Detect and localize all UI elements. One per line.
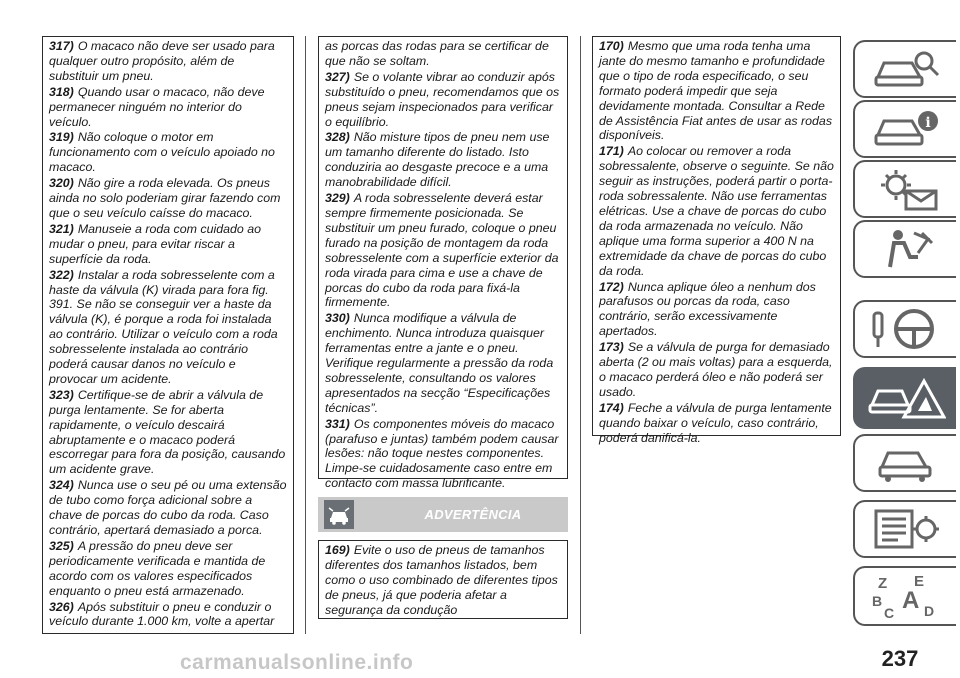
- car-accident-warning-icon: [866, 375, 946, 421]
- warning-title: ADVERTÊNCIA: [424, 507, 522, 522]
- note-text: Manuseie a roda com cuidado ao mudar o pneu, para evitar riscar a superfície da roda.: [49, 221, 262, 266]
- index-letter: C: [883, 605, 894, 620]
- note-number: 317): [49, 39, 74, 53]
- tab-info[interactable]: [853, 100, 956, 158]
- note-item: [325, 191, 561, 310]
- note-text: Certifique-se de abrir a válvula de purga lentamente. Se for aberta rapidamente, o veículo descairá abruptamente e o macaco poderá escorregar para fora da posição, causando um acidente grave.: [49, 387, 286, 477]
- note-text: Nunca modifique a válvula de enchimento. Nunca introduza quaisquer ferramentas entre a jante e o pneu. Verifique regularmente a pressão da roda sobresselente, consultando os valores apresentados na secção “Especificações técnicas”.: [325, 311, 554, 415]
- tab-index[interactable]: [853, 566, 956, 626]
- watermark-footer: carmanualsonline.info: [180, 651, 414, 674]
- warning-header: [318, 497, 568, 532]
- note-text: Se a válvula de purga for demasiado aberta (2 ou mais voltas) para a esquerda, o macaco perderá óleo e não poderá ser usado.: [599, 340, 833, 399]
- note-item: [325, 417, 561, 492]
- car-search-icon: [868, 47, 944, 91]
- tab-maintenance[interactable]: [853, 434, 956, 492]
- note-number: 322): [49, 267, 74, 282]
- note-number: 328): [325, 130, 350, 145]
- tab-knowing-car[interactable]: [853, 40, 956, 98]
- note-text: Nunca aplique óleo a nenhum dos parafusos ou porcas da roda, caso contrário, serão excessivamente apertados.: [599, 279, 816, 339]
- note-text: Não gire a roda elevada. Os pneus ainda no solo poderiam girar fazendo com que o seu veículo caísse do macaco.: [49, 176, 281, 220]
- note-item: [325, 39, 561, 69]
- index-letter: D: [923, 603, 934, 619]
- car-info-icon: [868, 107, 944, 151]
- svg-text:i: i: [924, 115, 931, 131]
- column-divider-1: [305, 36, 306, 634]
- specs-list-icon: [868, 507, 944, 551]
- note-item: [49, 222, 287, 267]
- notes-column-2: [318, 36, 568, 491]
- note-text: as porcas das rodas para se certificar de que não se soltam.: [325, 39, 549, 68]
- note-text: Mesmo que uma roda tenha uma jante do mesmo tamanho e profundidade que o tipo de roda especificado, o seu formato poderá impedir que seja devidamente montada. Consultar a Rede de Assistência Fiat antes de usar as rodas disponíveis.: [599, 39, 833, 143]
- note-number: 327): [325, 69, 350, 84]
- note-number: 329): [325, 191, 350, 206]
- index-letter: Z: [877, 575, 887, 592]
- note-item: [49, 600, 287, 630]
- note-text: Após substituir o pneu e conduzir o veículo durante 1.000 km, volte a apertar: [49, 599, 275, 629]
- note-text: Os componentes móveis do macaco (parafuso e juntas) também podem causar lesões: não toque nestes componentes. Limpe-se cuidadosamente caso entre em contacto com massa lubrificante.: [325, 416, 559, 491]
- notes-list-3: [599, 39, 834, 445]
- note-text: Evite o uso de pneus de tamanhos diferentes dos tamanhos listados, bem como o uso combinado de diferentes tipos de pneus, já que poderia afetar a segurança da condução: [325, 543, 558, 617]
- note-number: 170): [599, 39, 624, 53]
- note-number: 172): [599, 279, 624, 294]
- tab-emergency[interactable]: [853, 367, 956, 429]
- note-number: 320): [49, 176, 74, 191]
- note-item: [599, 39, 834, 143]
- note-item: [599, 144, 834, 278]
- note-number: 330): [325, 311, 350, 326]
- column-divider-2: [580, 36, 581, 634]
- note-item: [49, 85, 287, 130]
- note-number: 331): [325, 416, 350, 431]
- warning-body: [318, 540, 568, 619]
- note-item: [49, 478, 287, 538]
- note-item: [599, 280, 834, 340]
- notes-list-1: [49, 39, 287, 629]
- note-number: 326): [49, 599, 74, 614]
- note-text: Quando usar o macaco, não deve permanecer ninguém no interior do veículo.: [49, 84, 265, 129]
- note-text: Se o volante vibrar ao conduzir após substituído o pneu, recomendamos que os pneus sejam inspecionados para verificar o equilíbrio.: [325, 69, 560, 129]
- index-letter: A: [901, 587, 919, 614]
- airbag-safety-icon: [868, 227, 944, 271]
- note-number: 174): [599, 400, 624, 415]
- page-number: 237: [881, 646, 919, 671]
- note-item: [325, 130, 561, 190]
- notes-column-1: [42, 36, 294, 634]
- alphabet-index-icon: [868, 572, 944, 620]
- note-item: [49, 39, 287, 84]
- car-warning-icon: [324, 500, 354, 529]
- warning-lights-icon: [868, 167, 944, 211]
- note-item: [325, 311, 561, 415]
- note-item: [49, 539, 287, 599]
- note-text: Ao colocar ou remover a roda sobressalente, observe o seguinte. Se não seguir as instruções, poderá partir o porta-roda sobressalente. Não use ferramentas elétricas. Use a chave de porcas do cubo da roda armazenada no veículo. Não aplique uma forma superior a 400 N na extremidade da chave de porcas do cubo da roda.: [599, 144, 834, 278]
- note-text: Feche a válvula de purga lentamente quando baixar o veículo, caso contrário, poderá danificá-la.: [599, 400, 832, 445]
- note-number: 325): [49, 538, 74, 553]
- note-item: [49, 388, 287, 477]
- notes-list-2: [325, 39, 561, 491]
- note-item: [599, 401, 834, 446]
- note-item: [325, 70, 561, 130]
- note-number: 171): [599, 144, 624, 159]
- tab-safety[interactable]: [853, 220, 956, 278]
- tab-warning-lights[interactable]: [853, 160, 956, 218]
- note-item: [599, 340, 834, 400]
- note-text: A roda sobresselente deverá estar sempre firmemente posicionada. Se substituir um pneu furado, coloque o pneu furado na posição de montagem da roda sobresselente com a superfície exterior da roda virada para cima e use a chave de porcas do cubo da roda para fixá-la firmemente.: [325, 191, 559, 310]
- notes-column-3: [592, 36, 841, 445]
- note-item: [49, 130, 287, 175]
- note-number: 173): [599, 340, 624, 355]
- index-letter: E: [913, 573, 924, 590]
- note-number: 321): [49, 221, 74, 236]
- note-text: Não coloque o motor em funcionamento com o veículo apoiado no macaco.: [49, 130, 275, 175]
- note-number: 318): [49, 84, 74, 99]
- note-item: [49, 176, 287, 221]
- note-text: Instalar a roda sobresselente com a haste da válvula (K) virada para fora fig. 391. Se não se conseguir ver a haste da válvula (K), é porque a roda foi instalada ao contrário. Utilizar o veículo com a roda sobresselente instalada ao contrário poderá causar danos no veículo e provocar um acidente.: [49, 267, 278, 386]
- note-number: 324): [49, 478, 74, 493]
- note-item: [49, 268, 287, 387]
- note-item: [325, 543, 561, 618]
- note-number: 319): [49, 130, 74, 145]
- note-text: Não misture tipos de pneu nem use um tamanho diferente do listado. Isto conduziria ao desgaste precoce e a uma manobrabilidade difícil.: [325, 130, 550, 190]
- index-letter: B: [871, 593, 882, 609]
- tab-starting-driving[interactable]: [853, 300, 956, 358]
- note-text: O macaco não deve ser usado para qualquer outro propósito, além de substituir um pneu.: [49, 39, 275, 83]
- note-number: 169): [325, 543, 350, 557]
- note-number: 323): [49, 387, 74, 402]
- note-text: Nunca use o seu pé ou uma extensão de tubo como força adicional sobre a chave de porcas do cubo da roda. Caso contrário, apertará demasiado a porca.: [49, 478, 287, 537]
- car-service-icon: [868, 441, 944, 485]
- warning-list: [325, 543, 561, 618]
- steering-key-icon: [868, 307, 944, 351]
- tab-technical-specs[interactable]: [853, 500, 956, 558]
- note-text: A pressão do pneu deve ser periodicamente verificada e mantida de acordo com os valores especificados enquanto o pneu está armazenado.: [49, 538, 266, 598]
